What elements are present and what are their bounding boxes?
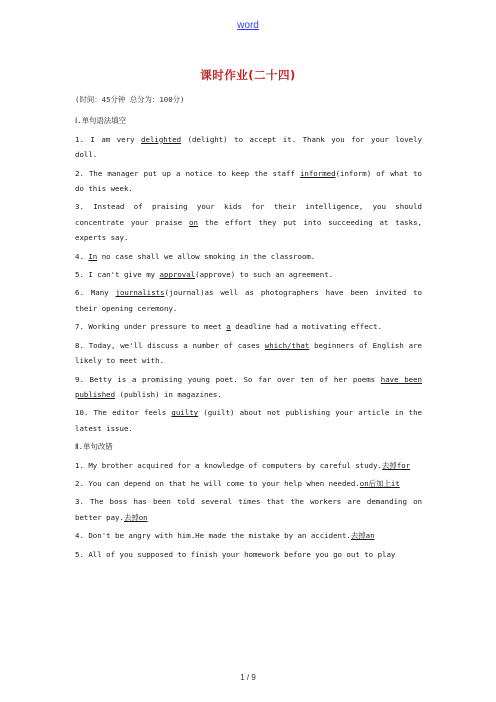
- correction-item: [75, 494, 422, 525]
- question-text: beginners of English are likely to meet with.: [75, 340, 422, 366]
- answer-text: a: [226, 322, 231, 332]
- document-body: [75, 92, 422, 565]
- section2-heading: Ⅱ.单句改错: [75, 442, 113, 452]
- page-title: 课时作业(二十四): [200, 68, 296, 82]
- answer-text: informed: [299, 168, 336, 178]
- answer-text: on: [189, 217, 198, 227]
- correction-answer: 去掉on: [123, 512, 148, 522]
- question-text: 7. Working under pressure to meet: [75, 322, 227, 332]
- correction-item: [75, 476, 422, 491]
- header-word-link[interactable]: word: [237, 20, 259, 31]
- section2-list: [75, 458, 422, 562]
- question-text: 2. The manager put up a notice to keep the staff: [75, 168, 300, 178]
- answer-text: In: [88, 251, 98, 261]
- correction-answer: on后加上it: [359, 478, 400, 488]
- question-text: 5. I can't give my: [75, 270, 160, 280]
- answer-text: have been published: [75, 374, 422, 399]
- question-item: [75, 249, 422, 264]
- question-item: [75, 405, 422, 436]
- question-text: 9. Betty is a promising young poet. So far over ten of her poems: [75, 374, 381, 384]
- correction-item: [75, 458, 422, 473]
- question-item: [75, 285, 422, 316]
- question-text: (publish) in magazines.: [115, 389, 222, 399]
- question-item: [75, 372, 422, 403]
- question-item: [75, 319, 422, 334]
- correction-item: [75, 528, 422, 543]
- question-text: (journal)as well as photographers have been invited to their opening ceremony.: [75, 288, 422, 313]
- correction-answer: 去掉for: [382, 460, 411, 470]
- question-item: [75, 338, 422, 369]
- question-text: (delight) to accept it. Thank you for your lovely doll.: [75, 134, 422, 160]
- answer-text: journalists: [115, 288, 165, 298]
- answer-text: approval: [159, 270, 196, 280]
- question-item: [75, 267, 422, 282]
- answer-text: guilty: [171, 408, 199, 418]
- question-item: [75, 166, 422, 197]
- question-text: (approve) to such an agreement.: [195, 270, 334, 280]
- question-text: 10. The editor feels: [75, 408, 172, 418]
- question-text: 4.: [75, 251, 89, 261]
- answer-text: delighted: [141, 134, 182, 144]
- correction-item: [75, 547, 422, 562]
- answer-text: which/that: [264, 340, 310, 350]
- sentence-text: 2. You can depend on that he will come to your help when needed.: [75, 478, 360, 488]
- sentence-text: 3. The boss has been told several times that the workers are demanding on better pay.: [75, 497, 422, 522]
- sentence-text: 4. Don't be angry with him.He made the mistake by an accident.: [75, 531, 351, 541]
- question-text: 6. Many: [75, 288, 116, 298]
- correction-answer: 去掉an: [350, 531, 375, 541]
- question-text: (guilt) about not publishing your article in the latest issue.: [75, 408, 422, 433]
- question-text: 1. I am very: [75, 134, 142, 144]
- question-text: 8. Today, we'll discuss a number of cases: [75, 340, 265, 350]
- exam-meta: (时间：45分钟 总分为：100分): [75, 95, 185, 104]
- question-item: [75, 132, 422, 163]
- question-text: deadline had a motivating effect.: [230, 322, 383, 332]
- section1-list: [75, 132, 422, 436]
- question-text: 3. Instead of praising your kids for their intelligence, you should concentrate your praise: [75, 202, 422, 227]
- section1-heading: Ⅰ.单句语法填空: [75, 116, 126, 126]
- question-text: (inform) of what to do this week.: [75, 168, 422, 194]
- sentence-text: 1. My brother acquired for a knowledge of computers by careful study.: [75, 460, 383, 470]
- question-item: [75, 199, 422, 245]
- question-text: the effort they put into succeeding at tasks, experts say.: [75, 217, 422, 243]
- question-text: no case shall we allow smoking in the classroom.: [97, 251, 316, 261]
- page-number: 1 / 9: [240, 673, 256, 682]
- sentence-text: 5. All of you supposed to finish your homework before you go out to play: [75, 549, 396, 559]
